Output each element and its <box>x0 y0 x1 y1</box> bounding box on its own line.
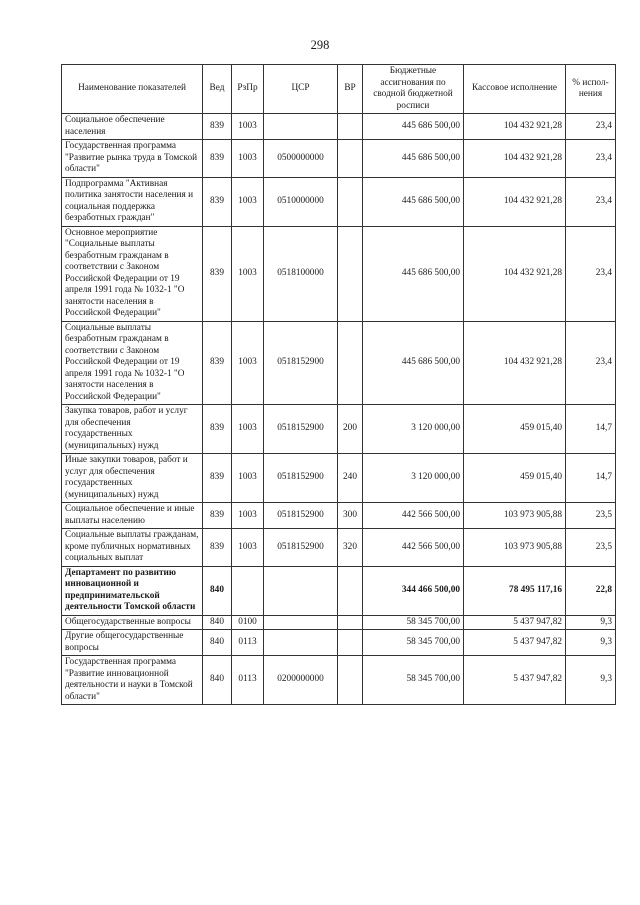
cell-rzpr <box>232 566 264 615</box>
cell-budget: 445 686 500,00 <box>363 226 464 321</box>
cell-budget: 58 345 700,00 <box>363 656 464 705</box>
cell-rzpr: 1003 <box>232 454 264 503</box>
cell-rzpr: 1003 <box>232 321 264 405</box>
table-row <box>62 503 616 529</box>
cell-percent: 9,3 <box>566 615 616 630</box>
cell-name: Департамент по развитию инновационной и предпринимательской деятельности Томской области <box>62 566 203 615</box>
cell-rzpr: 0113 <box>232 630 264 656</box>
cell-csr: 0500000000 <box>264 140 338 178</box>
cell-ved: 839 <box>203 114 232 140</box>
table-row <box>62 615 616 630</box>
cell-name: Закупка товаров, работ и услуг для обеспечения государственных (муниципальных) нужд <box>62 405 203 454</box>
header-budget: Бюджетные ассигнования по сводной бюджетной росписи <box>363 65 464 114</box>
cell-rzpr: 1003 <box>232 226 264 321</box>
cell-percent: 9,3 <box>566 630 616 656</box>
cell-vr <box>338 656 363 705</box>
cell-csr <box>264 566 338 615</box>
cell-ved: 839 <box>203 321 232 405</box>
cell-cash: 459 015,40 <box>464 405 566 454</box>
cell-ved: 840 <box>203 656 232 705</box>
page-number: 298 <box>310 38 330 52</box>
cell-vr: 300 <box>338 503 363 529</box>
cell-cash: 5 437 947,82 <box>464 656 566 705</box>
cell-cash: 103 973 905,88 <box>464 503 566 529</box>
table-row <box>62 114 616 140</box>
header-name: Наименование показателей <box>62 65 203 114</box>
cell-budget: 442 566 500,00 <box>363 529 464 567</box>
cell-name: Социальные выплаты безработным гражданам в соответствии с Законом Российской Федерации от 19 апреля 1991 года № 1032-1 "О занятости населения в Российской Федерации" <box>62 321 203 405</box>
cell-rzpr: 1003 <box>232 177 264 226</box>
cell-percent: 23,4 <box>566 114 616 140</box>
cell-ved: 839 <box>203 226 232 321</box>
cell-budget: 344 466 500,00 <box>363 566 464 615</box>
cell-name: Общегосударственные вопросы <box>62 615 203 630</box>
cell-percent: 23,4 <box>566 226 616 321</box>
cell-percent: 23,4 <box>566 140 616 178</box>
cell-csr: 0200000000 <box>264 656 338 705</box>
cell-csr <box>264 114 338 140</box>
cell-cash: 104 432 921,28 <box>464 321 566 405</box>
cell-budget: 445 686 500,00 <box>363 177 464 226</box>
cell-csr <box>264 615 338 630</box>
cell-rzpr: 0113 <box>232 656 264 705</box>
cell-name: Иные закупки товаров, работ и услуг для обеспечения государственных (муниципальных) нужд <box>62 454 203 503</box>
cell-percent: 23,4 <box>566 321 616 405</box>
cell-percent: 14,7 <box>566 454 616 503</box>
cell-rzpr: 1003 <box>232 503 264 529</box>
cell-vr: 320 <box>338 529 363 567</box>
cell-csr: 0518152900 <box>264 321 338 405</box>
cell-budget: 3 120 000,00 <box>363 405 464 454</box>
cell-vr <box>338 566 363 615</box>
table-row <box>62 177 616 226</box>
cell-cash: 5 437 947,82 <box>464 630 566 656</box>
cell-vr <box>338 630 363 656</box>
cell-name: Социальное обеспечение населения <box>62 114 203 140</box>
cell-cash: 104 432 921,28 <box>464 177 566 226</box>
cell-budget: 445 686 500,00 <box>363 140 464 178</box>
cell-budget: 445 686 500,00 <box>363 114 464 140</box>
cell-vr: 200 <box>338 405 363 454</box>
table-row <box>62 226 616 321</box>
cell-rzpr: 1003 <box>232 140 264 178</box>
cell-vr <box>338 140 363 178</box>
cell-cash: 104 432 921,28 <box>464 140 566 178</box>
cell-csr: 0518152900 <box>264 405 338 454</box>
cell-name: Государственная программа "Развитие рынка труда в Томской области" <box>62 140 203 178</box>
cell-vr <box>338 615 363 630</box>
cell-cash: 78 495 117,16 <box>464 566 566 615</box>
cell-cash: 459 015,40 <box>464 454 566 503</box>
header-rzpr: РзПр <box>232 65 264 114</box>
cell-vr: 240 <box>338 454 363 503</box>
cell-ved: 840 <box>203 615 232 630</box>
header-vr: ВР <box>338 65 363 114</box>
cell-csr: 0518152900 <box>264 454 338 503</box>
cell-name: Подпрограмма "Активная политика занятости населения и социальная поддержка безработных граждан" <box>62 177 203 226</box>
table-row <box>62 529 616 567</box>
cell-ved: 839 <box>203 177 232 226</box>
cell-csr: 0518100000 <box>264 226 338 321</box>
table-header-row <box>62 65 616 114</box>
cell-name: Основное мероприятие "Социальные выплаты безработным гражданам в соответствии с Законом Российской Федерации от 19 апреля 1991 года № 1032-1 "О занятости населения в Российской Федерации" <box>62 226 203 321</box>
budget-execution-table <box>61 64 616 705</box>
cell-csr: 0510000000 <box>264 177 338 226</box>
cell-vr <box>338 321 363 405</box>
table-row <box>62 656 616 705</box>
cell-vr <box>338 226 363 321</box>
cell-rzpr: 1003 <box>232 114 264 140</box>
cell-budget: 58 345 700,00 <box>363 630 464 656</box>
cell-budget: 442 566 500,00 <box>363 503 464 529</box>
header-csr: ЦСР <box>264 65 338 114</box>
cell-ved: 839 <box>203 454 232 503</box>
table-row <box>62 140 616 178</box>
table-row <box>62 405 616 454</box>
table-row-department-total <box>62 566 616 615</box>
table-row <box>62 454 616 503</box>
cell-name: Социальные выплаты гражданам, кроме публичных нормативных социальных выплат <box>62 529 203 567</box>
cell-rzpr: 0100 <box>232 615 264 630</box>
cell-ved: 840 <box>203 630 232 656</box>
cell-name: Социальное обеспечение и иные выплаты населению <box>62 503 203 529</box>
cell-cash: 104 432 921,28 <box>464 114 566 140</box>
cell-name: Другие общегосударственные вопросы <box>62 630 203 656</box>
cell-cash: 5 437 947,82 <box>464 615 566 630</box>
cell-budget: 445 686 500,00 <box>363 321 464 405</box>
cell-cash: 104 432 921,28 <box>464 226 566 321</box>
cell-cash: 103 973 905,88 <box>464 529 566 567</box>
header-percent: % испол-нения <box>566 65 616 114</box>
cell-csr <box>264 630 338 656</box>
cell-percent: 23,5 <box>566 529 616 567</box>
cell-csr: 0518152900 <box>264 503 338 529</box>
table-row <box>62 321 616 405</box>
cell-budget: 3 120 000,00 <box>363 454 464 503</box>
cell-name: Государственная программа "Развитие инновационной деятельности и науки в Томской области" <box>62 656 203 705</box>
cell-percent: 9,3 <box>566 656 616 705</box>
header-cash: Кассовое исполнение <box>464 65 566 114</box>
cell-ved: 839 <box>203 529 232 567</box>
cell-ved: 839 <box>203 503 232 529</box>
cell-rzpr: 1003 <box>232 529 264 567</box>
table-row <box>62 630 616 656</box>
cell-ved: 839 <box>203 405 232 454</box>
cell-percent: 23,5 <box>566 503 616 529</box>
cell-ved: 840 <box>203 566 232 615</box>
cell-ved: 839 <box>203 140 232 178</box>
cell-vr <box>338 114 363 140</box>
header-ved: Вед <box>203 65 232 114</box>
cell-percent: 23,4 <box>566 177 616 226</box>
cell-budget: 58 345 700,00 <box>363 615 464 630</box>
cell-csr: 0518152900 <box>264 529 338 567</box>
cell-percent: 14,7 <box>566 405 616 454</box>
cell-rzpr: 1003 <box>232 405 264 454</box>
cell-vr <box>338 177 363 226</box>
cell-percent: 22,8 <box>566 566 616 615</box>
